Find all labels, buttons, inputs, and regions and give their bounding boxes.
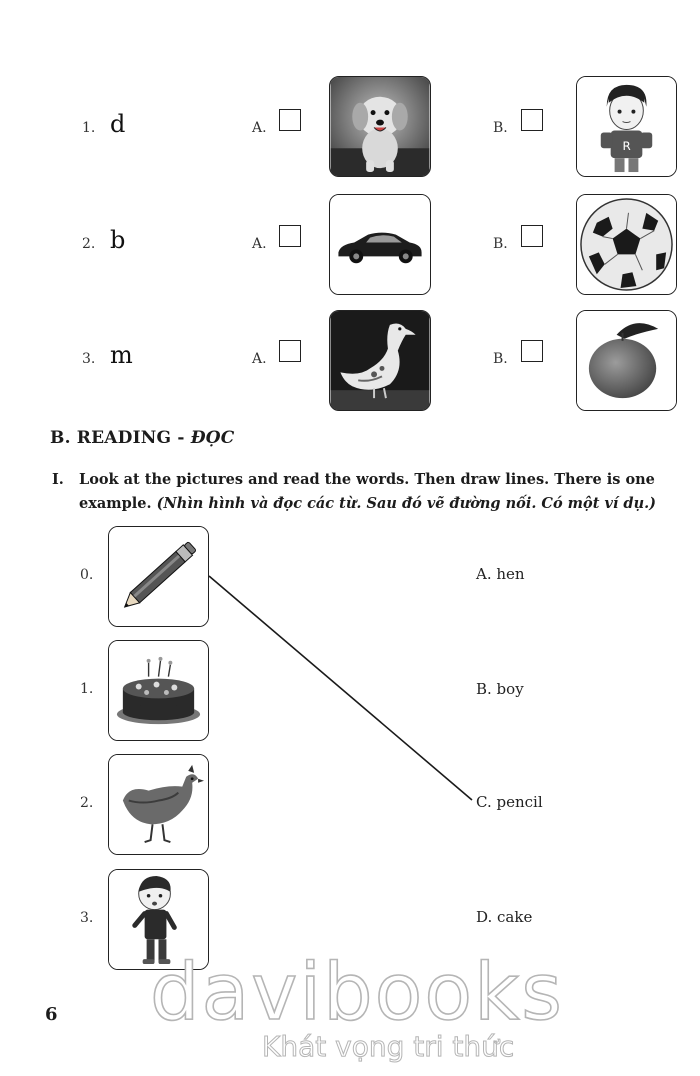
svg-text:R: R	[622, 139, 631, 154]
match-picture-number: 2.	[80, 795, 94, 811]
pencil-picture[interactable]	[108, 526, 209, 627]
hen-picture[interactable]	[108, 754, 209, 855]
target-letter: d	[110, 110, 126, 138]
match-picture-number: 3.	[80, 910, 94, 926]
match-word[interactable]: D. cake	[476, 908, 533, 926]
exercise-number: I.	[52, 471, 64, 488]
match-word[interactable]: B. boy	[476, 680, 524, 698]
page-number: 6	[45, 1004, 58, 1025]
item-number: 3.	[82, 351, 96, 367]
option-b-label: B.	[493, 120, 508, 136]
instruction-en: Look at the pictures and read the words. Then draw lines. There is one example.	[79, 471, 655, 512]
match-word[interactable]: C. pencil	[476, 793, 543, 811]
match-picture-number: 0.	[80, 567, 94, 583]
instruction-vi: (Nhìn hình và đọc các từ. Sau đó vẽ đường nối. Có một ví dụ.)	[156, 495, 657, 512]
option-a-label: A.	[252, 236, 267, 252]
match-word[interactable]: A. hen	[476, 565, 525, 583]
option-b-label: B.	[493, 351, 508, 367]
watermark-brand: davibooks	[150, 948, 564, 1038]
watermark-slogan: Khát vọng tri thức	[262, 1030, 515, 1063]
target-letter: m	[110, 341, 133, 369]
item-number: 1.	[82, 120, 96, 136]
item-number: 2.	[82, 236, 96, 252]
target-letter: b	[110, 226, 126, 254]
section-title-en: B. READING -	[50, 428, 191, 448]
option-b-label: B.	[493, 236, 508, 252]
option-a-label: A.	[252, 351, 267, 367]
option-a-label: A.	[252, 120, 267, 136]
cake-picture[interactable]	[108, 640, 209, 741]
match-picture-number: 1.	[80, 681, 94, 697]
section-title-vi: ĐỌC	[190, 428, 235, 448]
